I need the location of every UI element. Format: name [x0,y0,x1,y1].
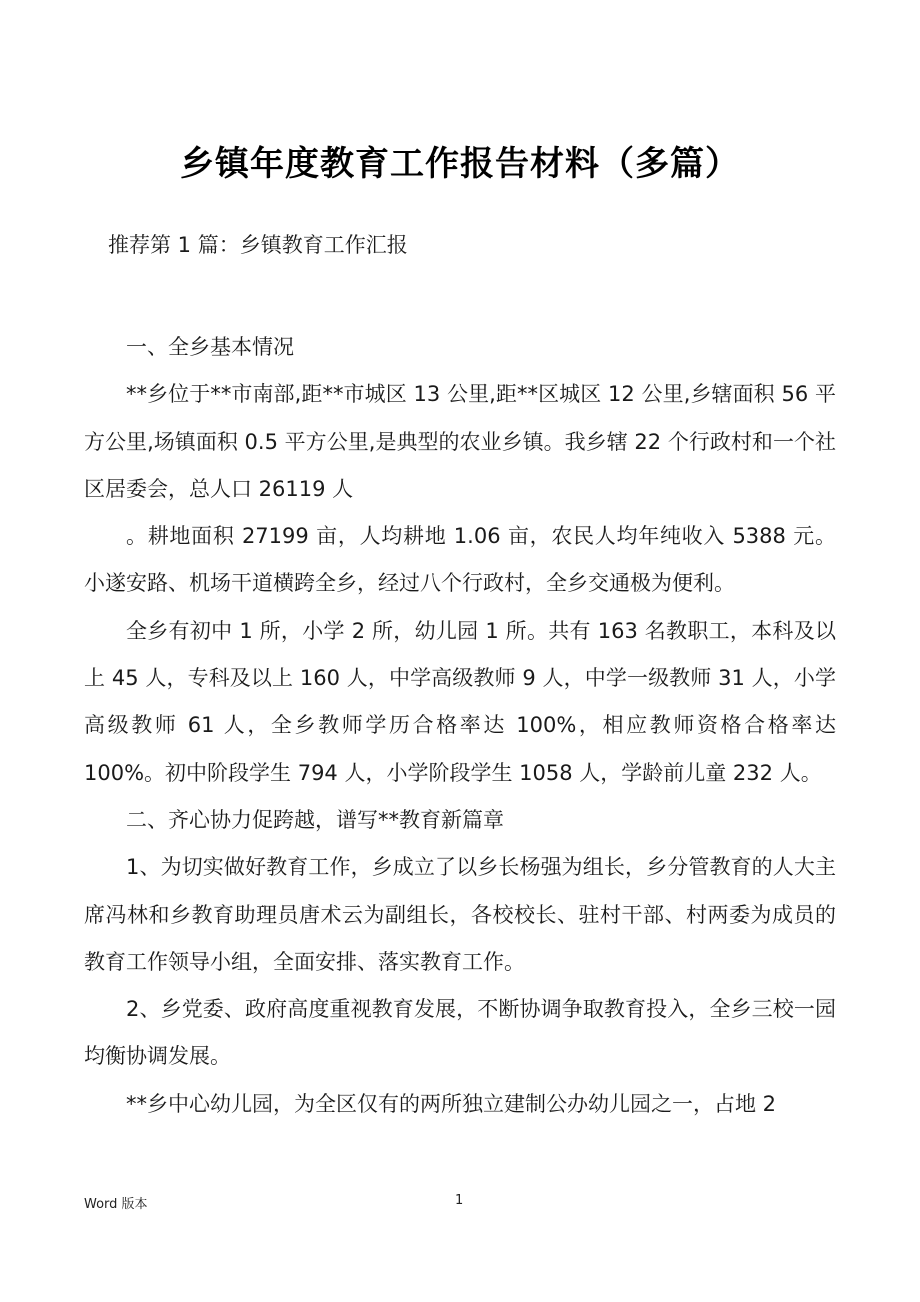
paragraph-overview: **乡位于**市南部,距**市城区 13 公里,距**区城区 12 公里,乡辖面积 56 平方公里,场镇面积 0.5 平方公里,是典型的农业乡镇。我乡辖 22 个行政村和一个社区居委会，总人口 26119 人 [84,382,836,501]
document-title: 乡镇年度教育工作报告材料（多篇） [180,144,740,184]
section-heading-2: 二、齐心协力促跨越，谱写**教育新篇章 [126,807,504,832]
paragraph-schools: 全乡有初中 1 所，小学 2 所，幼儿园 1 所。共有 163 名教职工，本科及以上 45 人，专科及以上 160 人，中学高级教师 9 人，中学一级教师 31 人，小学高级教师 61 人，全乡教师学历合格率达 100%，相应教师资格合格率达 100%。初中阶段学生 794 人，小学阶段学生 1058 人，学龄前儿童 232 人。 [84,618,836,785]
section-heading-1: 一、全乡基本情况 [126,335,294,359]
paragraph-leadership: 1、为切实做好教育工作，乡成立了以乡长杨强为组长，乡分管教育的人大主席冯林和乡教育助理员唐术云为副组长，各校校长、驻村干部、村两委为成员的教育工作领导小组，全面安排、落实教育工作。 [84,855,836,974]
paragraph-investment: 2、乡党委、政府高度重视教育发展，不断协调争取教育投入，全乡三校一园均衡协调发展。 [84,997,836,1069]
paragraph-farmland: 。耕地面积 27199 亩，人均耕地 1.06 亩，农民人均年纯收入 5388 元。小遂安路、机场干道横跨全乡，经过八个行政村，全乡交通极为便利。 [84,524,836,596]
document-body [84,324,836,1128]
footer-label: Word 版本 [84,1197,148,1212]
page-number: 1 [455,1193,464,1208]
document-subtitle: 推荐第 1 篇：乡镇教育工作汇报 [108,233,408,257]
paragraph-kindergarten: **乡中心幼儿园，为全区仅有的两所独立建制公办幼儿园之一，占地 2 [126,1091,777,1116]
